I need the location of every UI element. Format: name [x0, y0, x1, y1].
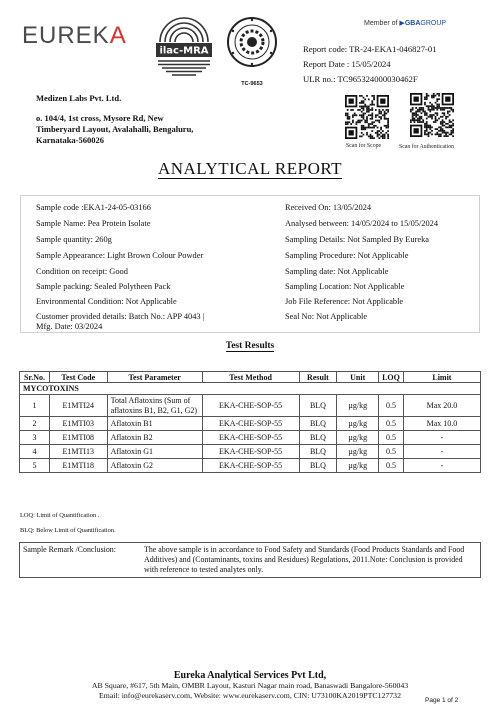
sample-code: Sample code :EKA1-24-05-03166: [36, 203, 151, 212]
sampling-details: Sampling Details: Not Sampled By Eureka: [285, 235, 429, 244]
report-date: Report Date : 15/05/2024: [303, 59, 391, 69]
report-title: ANALYTICAL REPORT: [157, 159, 343, 178]
footer-address: AB Square, #617, 5th Main, OMBR Layout, Kasturi Nagar main road, Banaswadi Bangalore-560043: [91, 681, 409, 690]
environmental-condition: Environmental Condition: Not Applicable: [36, 297, 177, 306]
sampling-date: Sampling date: Not Applicable: [285, 267, 389, 276]
member-of-gba: Member of ▶GBAGROUP: [364, 20, 447, 27]
ulr-number: ULR no.: TC965324000030462F: [303, 74, 418, 84]
remark-label: Sample Remark /Conclusion:: [23, 545, 116, 554]
eureka-logo: EUREKA: [22, 22, 127, 49]
sampling-procedure: Sampling Procedure: Not Applicable: [285, 251, 409, 260]
report-code: Report code: TR-24-EKA1-046827-01: [303, 44, 437, 54]
footer-contact: Email: info@eurekaserv.com, Website: www.eurekaserv.com, CIN: U73100KA2019PTC127732: [99, 691, 401, 700]
sampling-location: Sampling Location: Not Applicable: [285, 282, 405, 291]
test-results-heading: Test Results: [225, 341, 275, 351]
customer-name: Medizen Labs Pvt. Ltd.: [36, 93, 122, 103]
table-row: 5 E1MTI18 Aflatoxin G2 EKA-CHE-SOP-55 BLQ µg/kg 0.5 -: [20, 459, 481, 473]
column-header: Result: [299, 372, 337, 383]
column-header: LOQ: [379, 372, 404, 383]
group-row: [20, 383, 481, 395]
svg-text:ilac-MRA: ilac-MRA: [159, 45, 209, 57]
column-header: Limit: [403, 372, 480, 383]
job-file-reference: Job File Reference: Not Applicable: [285, 297, 404, 306]
scope-qr-code[interactable]: [345, 95, 389, 139]
column-header: Test Code: [49, 372, 107, 383]
ilac-mra-logo: [152, 16, 216, 78]
table-row: 3 E1MTI08 Aflatoxin B2 EKA-CHE-SOP-55 BLQ µg/kg 0.5 -: [20, 431, 481, 445]
customer-provided-details: Customer provided details: Batch No.: APP 4043 | Mfg. Date: 03/2024: [36, 312, 205, 331]
scan-scope-caption: Scan for Scope: [346, 143, 382, 149]
column-header: Test Method: [202, 372, 299, 383]
footer-company: Eureka Analytical Services Pvt Ltd,: [173, 670, 327, 681]
scan-auth-caption: Scan for Authentication: [399, 144, 455, 150]
received-on: Received On: 13/05/2024: [285, 203, 372, 212]
analysed-between: Analysed between: 14/05/2024 to 15/05/2024: [285, 219, 439, 228]
page-number: Page 1 of 2: [425, 697, 459, 704]
sample-appearance: Sample Appearance: Light Brown Colour Powder: [36, 251, 204, 260]
remark-text: The above sample is in accordance to Food Safety and Standards (Food Products Standards and Food Additives) and (Contaminants, toxins and Residues) Regulations, 2011.Note: Conclusion is provided with reference to tested analytes only.: [144, 545, 465, 574]
column-header: Test Parameter: [107, 372, 202, 383]
sample-quantity: Sample quantity: 260g: [36, 235, 112, 244]
loq-note: LOQ: Limit of Quantification .: [20, 512, 100, 519]
sample-packing: Sample packing: Sealed Polytheen Pack: [36, 282, 171, 291]
table-row: 1 E1MTI24 Total Aflatoxins (Sum of aflatoxins B1, B2, G1, G2) EKA-CHE-SOP-55 BLQ µg/kg 0.5 Max 20.0: [20, 395, 481, 417]
table-header-row: [20, 372, 481, 383]
table-row: 4 E1MTI13 Aflatoxin G1 EKA-CHE-SOP-55 BLQ µg/kg 0.5 -: [20, 445, 481, 459]
column-header: Unit: [337, 372, 379, 383]
nabl-seal: TC-9653: [226, 15, 278, 85]
table-row: 2 E1MTI03 Aflatoxin B1 EKA-CHE-SOP-55 BLQ µg/kg 0.5 Max 10.0: [20, 417, 481, 431]
column-header: Sr.No.: [20, 372, 50, 383]
condition-on-receipt: Condition on receipt: Good: [36, 267, 128, 276]
blq-note: BLQ: Below Limit of Quantification.: [20, 527, 116, 534]
authentication-qr-code[interactable]: [410, 93, 454, 137]
group-label: MYCOTOXINS: [20, 383, 481, 395]
test-results-table: [19, 371, 481, 473]
seal-number: Seal No: Not Applicable: [285, 312, 368, 321]
report-info: [303, 42, 437, 87]
customer-address: Medizen Labs Pvt. Ltd. o. 104/4, 1st cross, Mysore Rd, New Timberyard Layout, Avalahalli, Bengaluru, Karnataka-560026: [36, 93, 194, 145]
sample-name: Sample Name: Pea Protein Isolate: [36, 219, 151, 228]
